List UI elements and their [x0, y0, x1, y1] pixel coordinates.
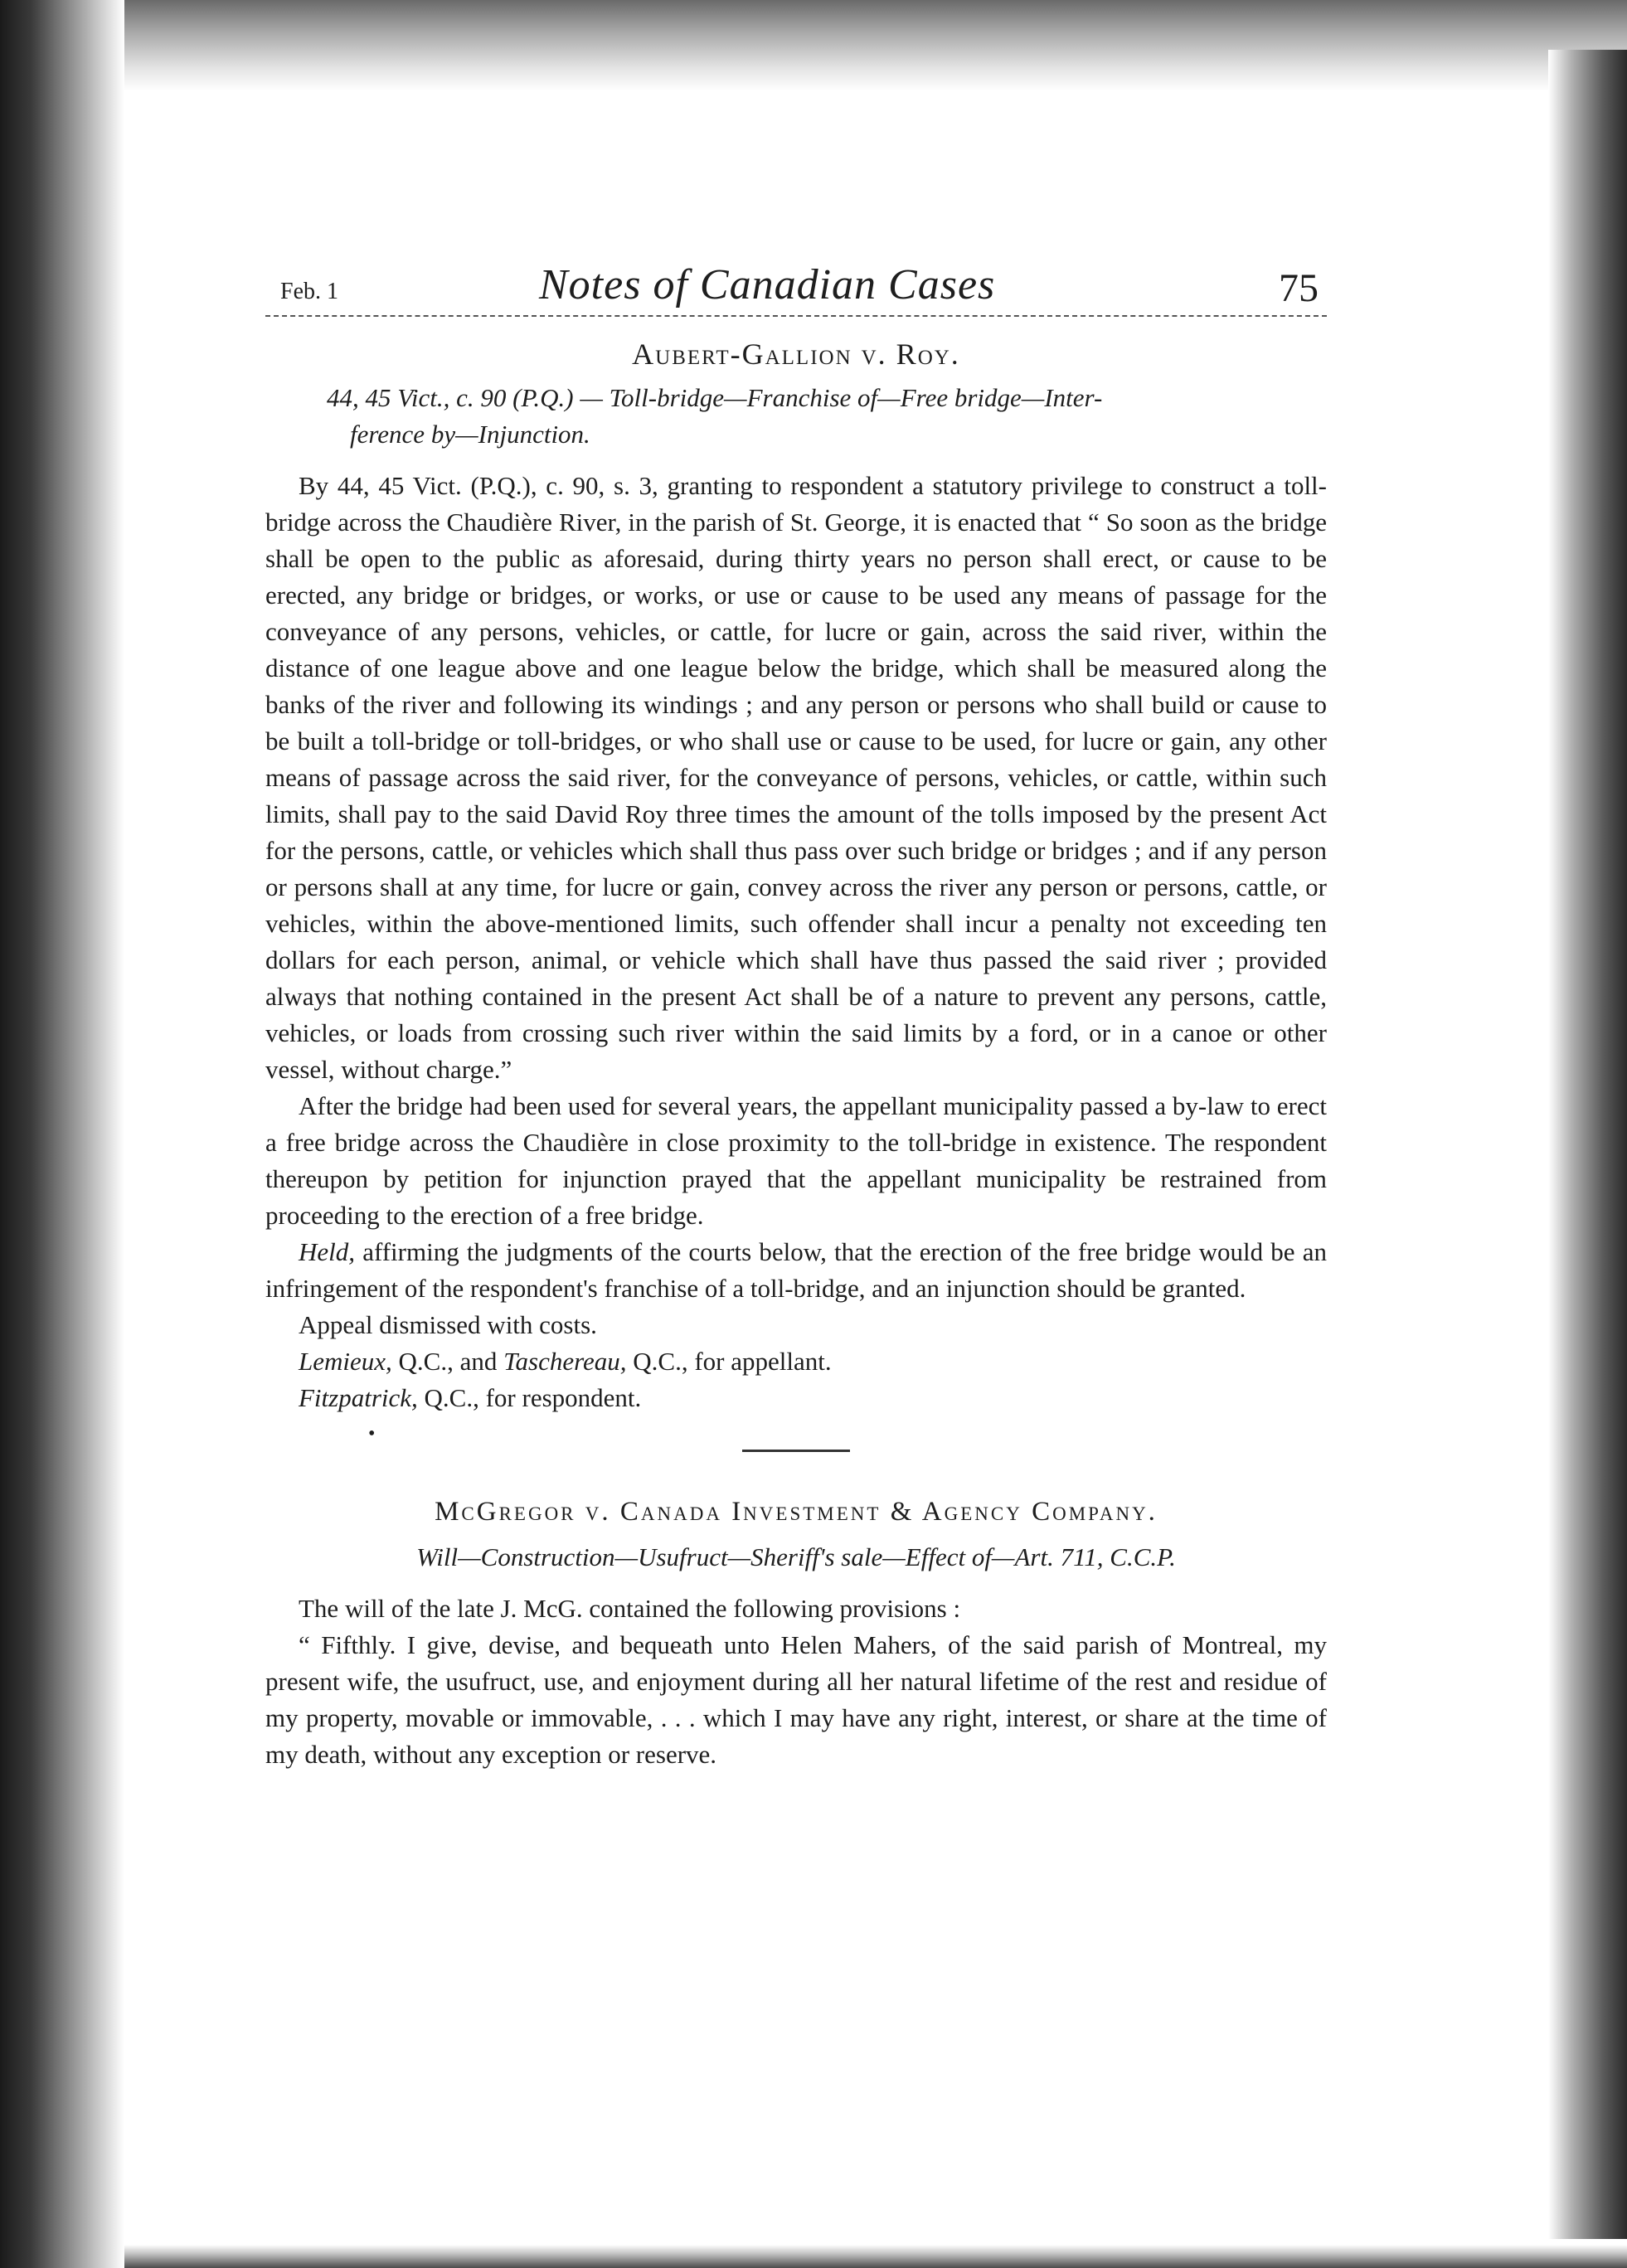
case1-headnote — [327, 380, 1327, 453]
counsel-respondent-name: Fitzpatrick, — [299, 1383, 418, 1412]
page-number: 75 — [1279, 266, 1319, 310]
held-text: affirming the judgments of the courts below, that the erection of the free bridge would be an infringement of the respondent's franchise of a toll-bridge, and an injunction should be granted. — [265, 1237, 1327, 1303]
counsel-appellant-name1: Lemieux, — [299, 1347, 392, 1376]
case1-paragraph-held — [265, 1234, 1327, 1307]
case2-paragraph-intro: The will of the late J. McG. contained the following provisions : — [299, 1594, 961, 1623]
counsel-appellant-tail: Q.C., for appellant. — [626, 1347, 832, 1376]
scan-border-left — [0, 0, 124, 2268]
separator-dot-row — [265, 1416, 1327, 1445]
case1-counsel-respondent — [265, 1380, 1327, 1416]
case1-paragraph-facts: After the bridge had been used for several years, the appellant municipality passed a by-law to erect a free bridge across the Chaudière in close proximity to the toll-bridge in existence. The respondent thereupon by petition for injunction prayed that the appellant municipality be restrained from proceeding to the erection of a free bridge. — [265, 1091, 1327, 1230]
counsel-appellant-mid: Q.C., and — [391, 1347, 504, 1376]
section-rule — [742, 1450, 850, 1452]
counsel-appellant-name2: Taschereau, — [503, 1347, 627, 1376]
case1-headnote-line2: ference by—Injunction. — [350, 420, 590, 449]
case2-headnote: Will—Construction—Usufruct—Sheriff's sale—Effect of—Art. 711, C.C.P. — [416, 1542, 1176, 1571]
header-date: Feb. 1 — [280, 279, 338, 304]
header-running-title: Notes of Canadian Cases — [539, 261, 996, 308]
scan-border-right — [1548, 50, 1627, 2239]
case2-paragraph-will-quote: “ Fifthly. I give, devise, and bequeath unto Helen Mahers, of the said parish of Montreal, my present wife, the usufruct, use, and enjoyment during all her natural lifetime of the rest and residue of my property, movable or immovable, . . . which I may have any right, interest, or share at the time of my death, without any exception or reserve. — [265, 1630, 1327, 1769]
scan-border-bottom — [124, 2245, 1627, 2268]
case-title-mcgregor: McGregor v. Canada Investment & Agency Company. — [435, 1497, 1158, 1527]
case1-disposition: Appeal dismissed with costs. — [299, 1310, 597, 1339]
separator-dot: • — [368, 1423, 376, 1445]
scan-border-top — [124, 0, 1627, 91]
case-title-aubert-gallion: Aubert-Gallion v. Roy. — [632, 338, 960, 371]
case1-counsel-appellant — [265, 1343, 1327, 1380]
case1-headnote-line1: 44, 45 Vict., c. 90 (P.Q.) — Toll-bridge—Franchise of—Free bridge—Inter- — [327, 383, 1103, 412]
counsel-respondent-tail: Q.C., for respondent. — [417, 1383, 642, 1412]
document-page — [265, 249, 1327, 1773]
held-label: Held, — [299, 1237, 356, 1266]
case1-paragraph-statute: By 44, 45 Vict. (P.Q.), c. 90, s. 3, granting to respondent a statutory privilege to construct a toll-bridge across the Chaudière River, in the parish of St. George, it is enacted that “ So soon as the bridge shall be open to the public as aforesaid, during thirty years no person shall erect, or cause to be erected, any bridge or bridges, or works, or use or cause to be used any means of passage for the conveyance of any persons, vehicles, or cattle, for lucre or gain, across the said river, within the distance of one league above and one league below the bridge, which shall be measured along the banks of the river and following its windings ; and any person or persons who shall build or cause to be built a toll-bridge or toll-bridges, or who shall use or cause to be used, for lucre or gain, any other means of passage across the said river, for the conveyance of persons, vehicles, or cattle, within such limits, shall pay to the said David Roy three times the amount of the tolls imposed by the present Act for the persons, cattle, or vehicles which shall thus pass over such bridge or bridges ; and if any person or persons shall at any time, for lucre or gain, convey across the river any person or persons, cattle, or vehicles, within the above-mentioned limits, such offender shall incur a penalty not exceeding ten dollars for each person, animal, or vehicle which shall have thus passed the said river ; provided always that nothing contained in the present Act shall be of a nature to prevent any persons, cattle, vehicles, or loads from crossing such river within the said limits by a ford, or in a canoe or other vessel, without charge.” — [265, 471, 1327, 1084]
running-header — [265, 249, 1327, 317]
